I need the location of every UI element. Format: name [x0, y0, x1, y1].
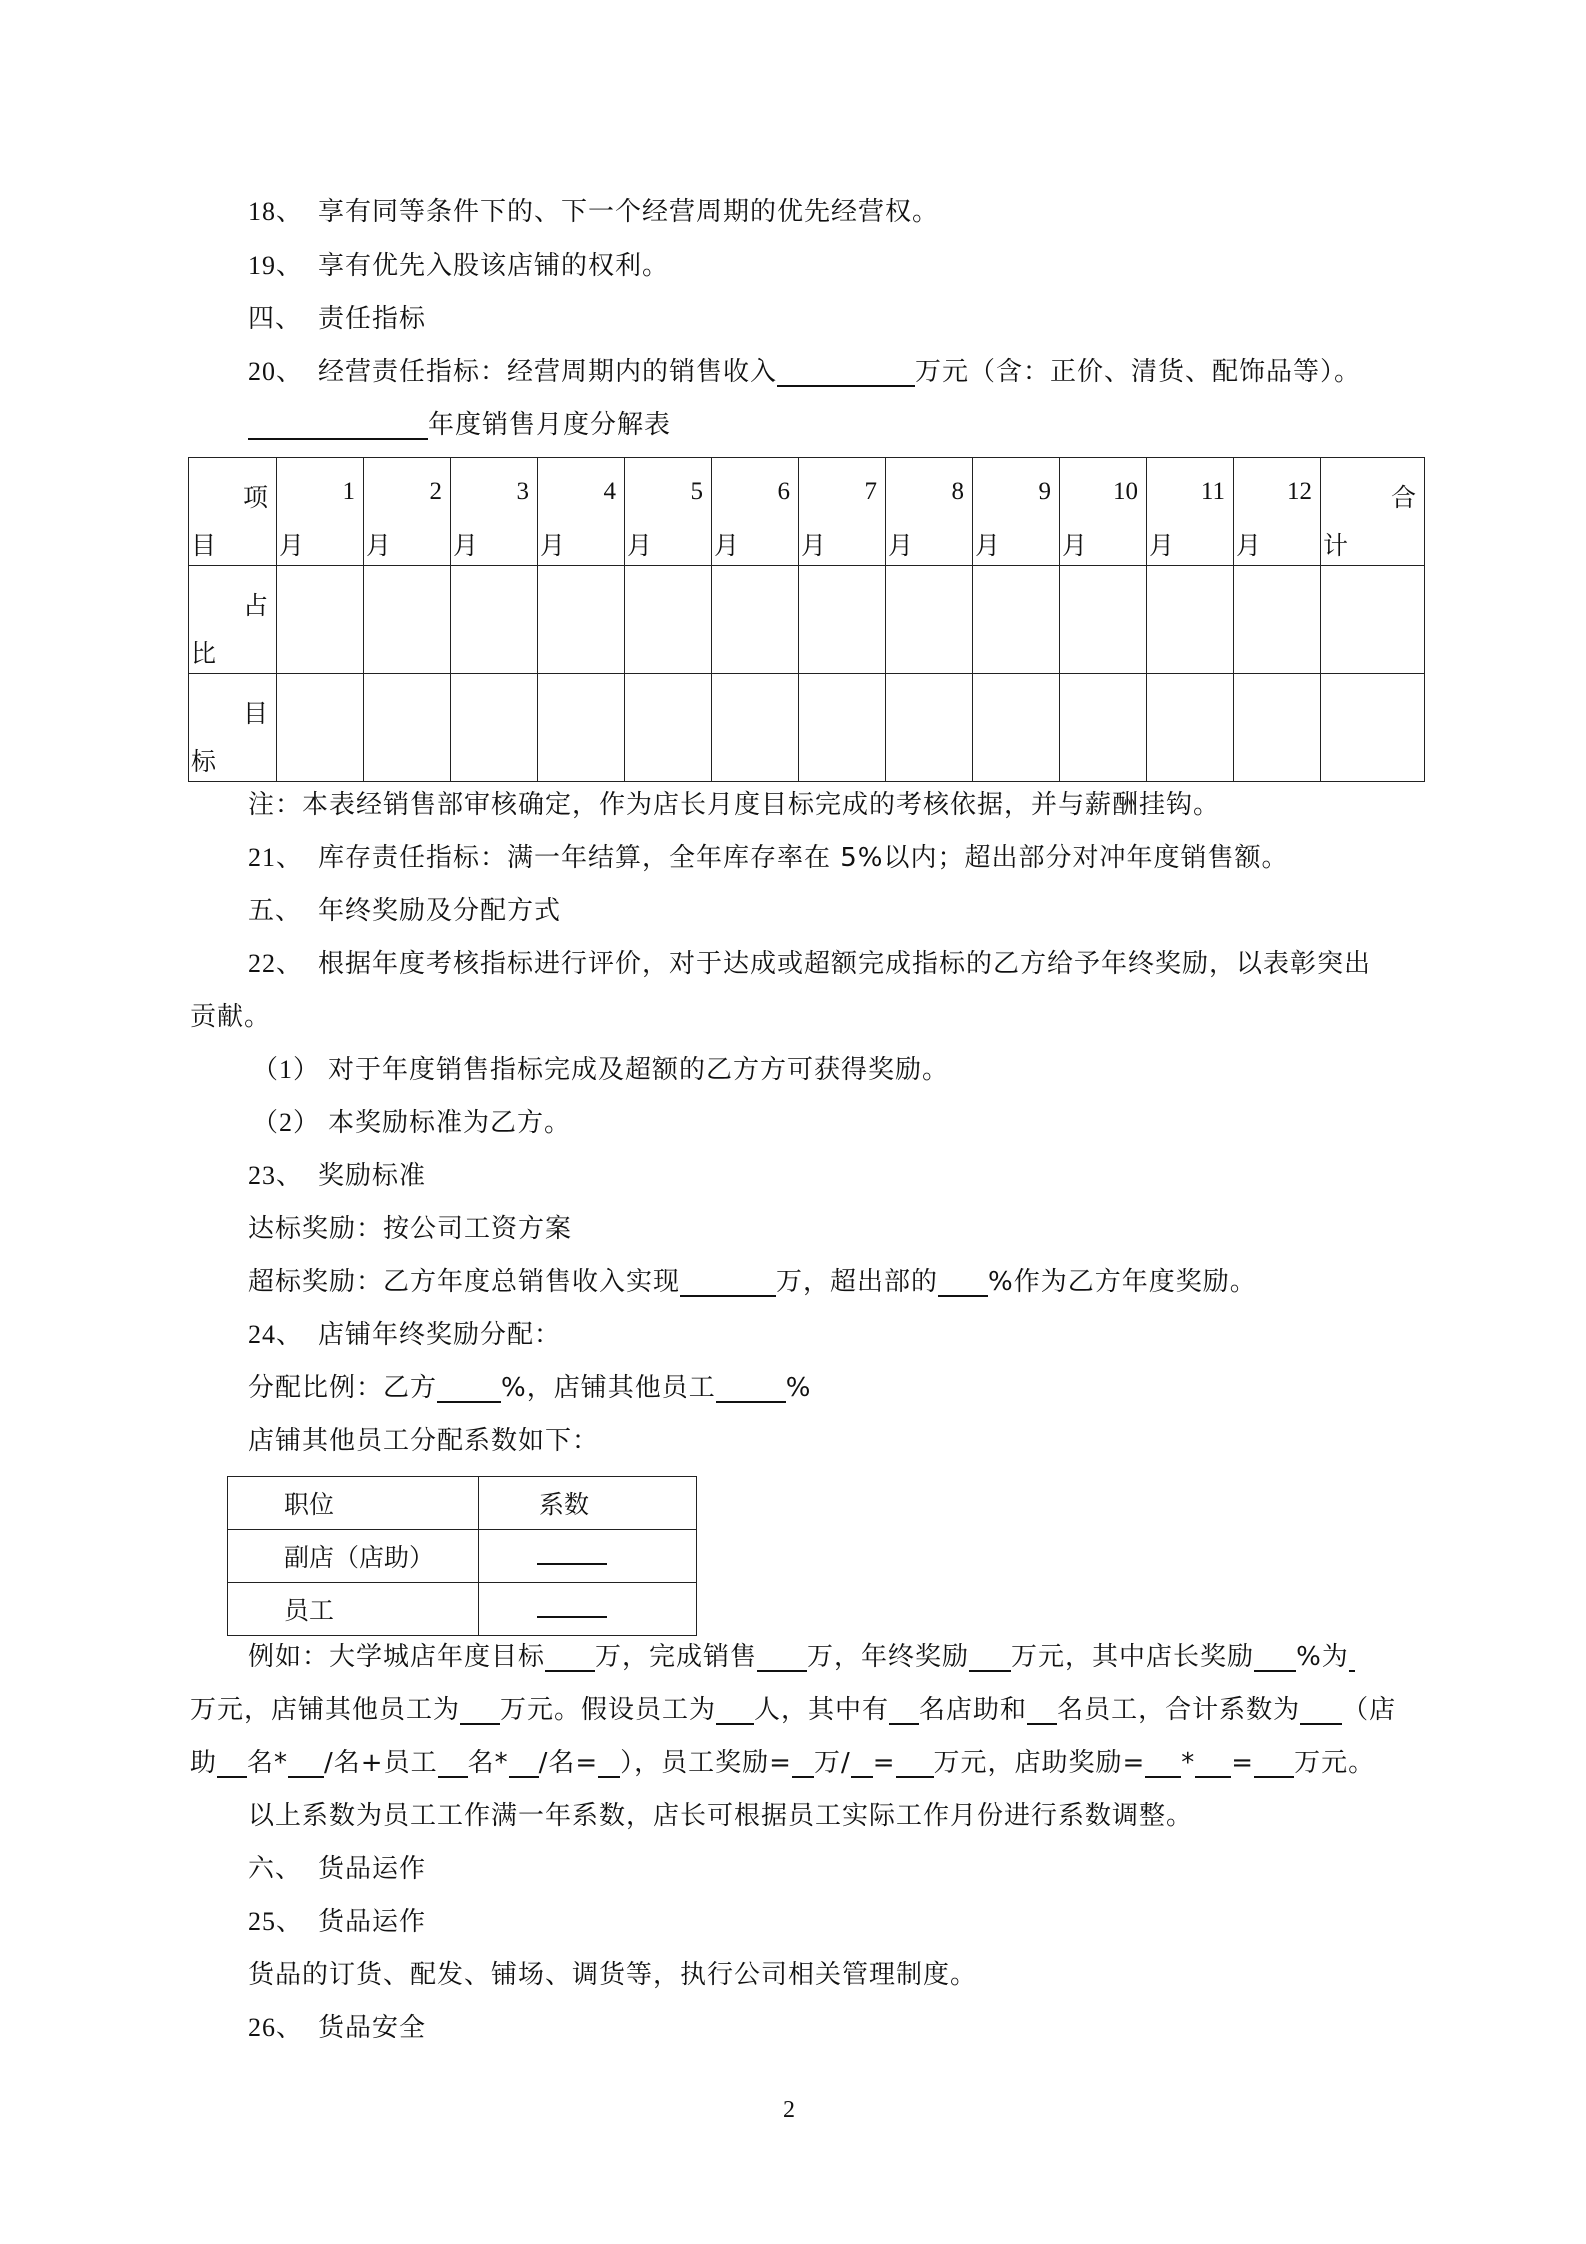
header-top-text: 2: [429, 478, 442, 505]
empty-value-cell: [799, 566, 886, 674]
year-blank: [248, 412, 428, 440]
empty-value-cell: [1060, 566, 1147, 674]
standard-reward: 达标奖励：按公司工资方案: [248, 1214, 573, 1244]
header-top-text: 10: [1113, 478, 1138, 505]
header-bottom-text: 月: [801, 531, 827, 560]
coef-row-assistant: [228, 1530, 697, 1583]
example-line-2: 万元，店铺其他员工为 万元。假设员工为 人，其中有 名店助和 名员工，合计系数为 （店: [190, 1695, 1397, 1725]
empty-value-cell: [451, 674, 538, 782]
header-bottom-text: 月: [888, 531, 914, 560]
sales-blank: [777, 359, 915, 387]
header-cell-month: [1147, 458, 1234, 566]
coef-blank: [537, 1594, 607, 1618]
header-top-text: 12: [1287, 478, 1312, 505]
header-cell-month: [451, 458, 538, 566]
row-label-cell: [189, 674, 277, 782]
header-cell-month: [973, 458, 1060, 566]
target-row: [189, 674, 1425, 782]
empty-value-cell: [1060, 674, 1147, 782]
row-label-bottom: 标: [191, 747, 217, 776]
header-top-text: 4: [603, 478, 616, 505]
header-cell-month: [1234, 458, 1321, 566]
page-number: 2: [783, 2097, 795, 2123]
empty-value-cell: [277, 566, 364, 674]
item-20: 20、 经营责任指标：经营周期内的销售收入 万元（含：正价、清货、配饰品等）。: [248, 357, 1362, 387]
header-cell-month: [277, 458, 364, 566]
empty-value-cell: [973, 566, 1060, 674]
position-cell: 副店（店助）: [228, 1530, 479, 1583]
empty-value-cell: [364, 674, 451, 782]
header-bottom-text: 月: [453, 531, 479, 560]
header-cell-month: [1060, 458, 1147, 566]
header-bottom-text: 月: [1062, 531, 1088, 560]
header-top-text: 1: [342, 478, 355, 505]
ratio-row: [189, 566, 1425, 674]
header-top-text: 11: [1200, 478, 1225, 505]
empty-value-cell: [1234, 566, 1321, 674]
header-bottom-text: 月: [627, 531, 653, 560]
goods-operation-text: 货品的订货、配发、铺场、调货等，执行公司相关管理制度。: [248, 1960, 978, 1990]
empty-value-cell: [1321, 566, 1425, 674]
header-top-text: 3: [516, 478, 529, 505]
item-23: 23、 奖励标准: [248, 1161, 427, 1191]
coefficient-intro: 店铺其他员工分配系数如下：: [248, 1426, 600, 1456]
header-bottom-text: 月: [975, 531, 1001, 560]
coef-header: 系数: [479, 1477, 697, 1530]
header-cell-item: [189, 458, 277, 566]
position-header: 职位: [228, 1477, 479, 1530]
coef-row-staff: [228, 1583, 697, 1636]
empty-value-cell: [538, 566, 625, 674]
header-top-text: 合: [1390, 483, 1416, 512]
item-18: 18、 享有同等条件下的、下一个经营周期的优先经营权。: [248, 197, 940, 227]
empty-value-cell: [277, 674, 364, 782]
empty-value-cell: [712, 674, 799, 782]
header-bottom-text: 目: [191, 531, 217, 560]
empty-value-cell: [799, 674, 886, 782]
coefficient-adjust-note: 以上系数为员工工作满一年系数，店长可根据员工实际工作月份进行系数调整。: [248, 1801, 1194, 1831]
header-top-text: 7: [864, 478, 877, 505]
coefficient-table: [227, 1476, 697, 1636]
row-label-top: 占: [242, 591, 268, 620]
item-19: 19、 享有优先入股该店铺的权利。: [248, 251, 670, 281]
header-bottom-text: 月: [714, 531, 740, 560]
section-4-heading: 四、 责任指标: [248, 304, 427, 334]
header-cell-total: [1321, 458, 1425, 566]
clause-1: （1） 对于年度销售指标完成及超额的乙方方可获得奖励。: [252, 1055, 950, 1085]
empty-value-cell: [364, 566, 451, 674]
header-bottom-text: 月: [1149, 531, 1175, 560]
header-top-text: 9: [1038, 478, 1051, 505]
empty-value-cell: [538, 674, 625, 782]
empty-value-cell: [886, 566, 973, 674]
item-22: 22、 根据年度考核指标进行评价，对于达成或超额完成指标的乙方给予年终奖励，以表彰突出: [248, 949, 1372, 979]
empty-value-cell: [973, 674, 1060, 782]
empty-value-cell: [451, 566, 538, 674]
item-26: 26、 货品安全: [248, 2013, 427, 2043]
header-cell-month: [625, 458, 712, 566]
header-bottom-text: 月: [540, 531, 566, 560]
item-24: 24、 店铺年终奖励分配：: [248, 1320, 562, 1350]
empty-value-cell: [886, 674, 973, 782]
empty-value-cell: [625, 674, 712, 782]
header-cell-month: [538, 458, 625, 566]
header-bottom-text: 月: [279, 531, 305, 560]
header-bottom-text: 计: [1323, 531, 1349, 560]
example-line-1: 例如：大学城店年度目标 万，完成销售 万，年终奖励 万元，其中店长奖励 %为: [248, 1642, 1355, 1672]
header-cell-month: [886, 458, 973, 566]
header-bottom-text: 月: [1236, 531, 1262, 560]
empty-value-cell: [1234, 674, 1321, 782]
section-6-heading: 六、 货品运作: [248, 1854, 427, 1884]
header-cell-month: [364, 458, 451, 566]
row-label-top: 目: [242, 699, 268, 728]
clause-2: （2） 本奖励标准为乙方。: [252, 1108, 572, 1138]
item-21: 21、 库存责任指标：满一年结算，全年库存率在 5%以内；超出部分对冲年度销售额。: [248, 843, 1289, 873]
table-note: 注：本表经销售部审核确定，作为店长月度目标完成的考核依据，并与薪酬挂钩。: [248, 790, 1221, 820]
position-cell: 员工: [228, 1583, 479, 1636]
row-label-bottom: 比: [191, 639, 217, 668]
header-top-text: 5: [690, 478, 703, 505]
empty-value-cell: [712, 566, 799, 674]
section-5-heading: 五、 年终奖励及分配方式: [248, 896, 562, 926]
item-22-continued: 贡献。: [190, 1002, 272, 1032]
header-top-text: 8: [951, 478, 964, 505]
monthly-breakdown-table: [188, 457, 1425, 782]
empty-value-cell: [1321, 674, 1425, 782]
header-cell-month: [712, 458, 799, 566]
empty-value-cell: [625, 566, 712, 674]
distribution-ratio: 分配比例：乙方 %，店铺其他员工 %: [248, 1373, 812, 1403]
table-title: 年度销售月度分解表: [248, 410, 671, 440]
row-label-cell: [189, 566, 277, 674]
header-top-text: 6: [777, 478, 790, 505]
over-standard-reward: 超标奖励：乙方年度总销售收入实现 万，超出部的 %作为乙方年度奖励。: [248, 1267, 1257, 1297]
header-cell-month: [799, 458, 886, 566]
empty-value-cell: [1147, 674, 1234, 782]
header-bottom-text: 月: [366, 531, 392, 560]
header-top-text: 项: [242, 483, 268, 512]
coef-blank: [537, 1541, 607, 1565]
table-header-row: [189, 458, 1425, 566]
coef-header-row: [228, 1477, 697, 1530]
empty-value-cell: [1147, 566, 1234, 674]
example-line-3: 助 名* /名+员工 名* /名= ），员工奖励= 万/ = 万元，店助奖励= * = 万元。: [190, 1748, 1376, 1778]
item-25: 25、 货品运作: [248, 1907, 427, 1937]
